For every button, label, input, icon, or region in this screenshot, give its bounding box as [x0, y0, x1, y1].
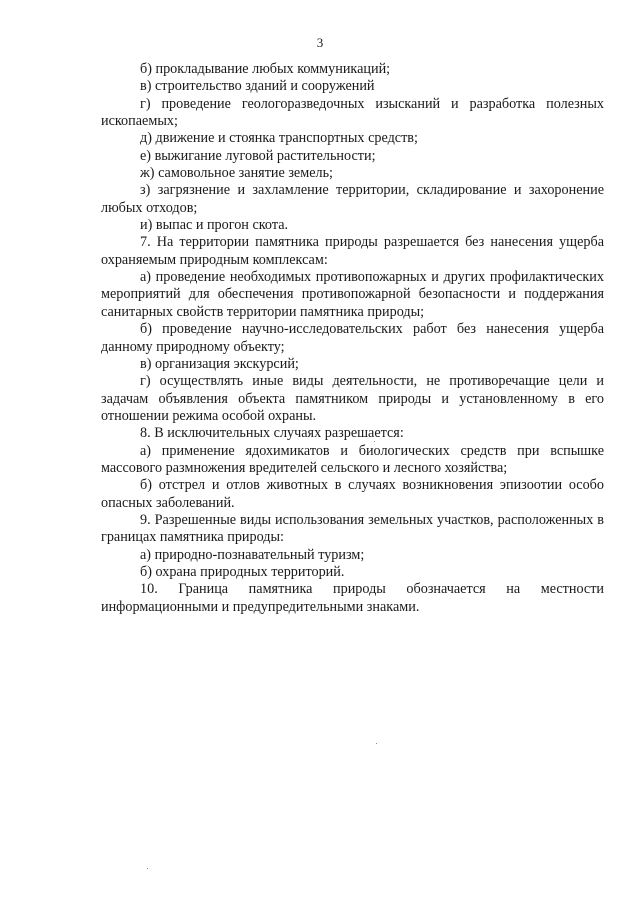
paragraph-section-7: 7. На территории памятника природы разрешается без нанесения ущерба охраняемым природным комплексам: — [101, 234, 604, 268]
paragraph-restriction-d: д) движение и стоянка транспортных средств; — [140, 130, 418, 147]
document-body — [101, 61, 604, 616]
paragraph-section-9: 9. Разрешенные виды использования земельных участков, расположенных в границах памятника природы: — [101, 511, 604, 546]
paragraph-restriction-e: е) выжигание луговой растительности; — [140, 147, 376, 164]
paragraph-restriction-b: б) прокладывание любых коммуникаций; — [140, 61, 391, 77]
paragraph-restriction-zh: ж) самовольное занятие земель; — [140, 165, 333, 182]
page-number: 3 — [316, 35, 324, 50]
paragraph-use-b: б) охрана природных территорий. — [140, 563, 345, 580]
paragraph-use-a: а) природно-познавательный туризм; — [140, 546, 365, 563]
paragraph-restriction-i: и) выпас и прогон скота. — [140, 217, 289, 234]
paragraph-restriction-z: з) загрязнение и захламление территории, складирование и захоронение любых отходов; — [101, 182, 604, 216]
scan-speck — [374, 441, 375, 442]
paragraph-restriction-v: в) строительство зданий и сооружений — [140, 78, 375, 95]
paragraph-section-10: 10. Граница памятника природы обозначается на местности информационными и предупредительными знаками. — [101, 581, 604, 615]
scan-speck — [376, 743, 377, 744]
paragraph-allowed-v: в) организация экскурсий; — [140, 355, 299, 372]
paragraph-allowed-g: г) осуществлять иные виды деятельности, не противоречащие цели и задачам объявления объекта памятником природы и установленному в его отношении режима особой охраны. — [101, 373, 604, 424]
paragraph-section-8: 8. В исключительных случаях разрешается: — [140, 425, 404, 442]
paragraph-restriction-g: г) проведение геологоразведочных изысканий и разработка полезных ископаемых; — [101, 95, 604, 130]
paragraph-allowed-b: б) проведение научно-исследовательских работ без нанесения ущерба данному природному объекту; — [101, 321, 604, 355]
scan-speck — [147, 868, 148, 869]
paragraph-exception-b: б) отстрел и отлов животных в случаях возникновения эпизоотии особо опасных заболеваний. — [101, 477, 604, 511]
paragraph-allowed-a: а) проведение необходимых противопожарных и других профилактических мероприятий для обеспечения противопожарной безопасности и поддержания санитарных свойств территории памятника природы; — [101, 269, 604, 320]
paragraph-exception-a: а) применение ядохимикатов и биологических средств при вспышке массового размножения вредителей сельского и лесного хозяйства; — [101, 442, 604, 476]
